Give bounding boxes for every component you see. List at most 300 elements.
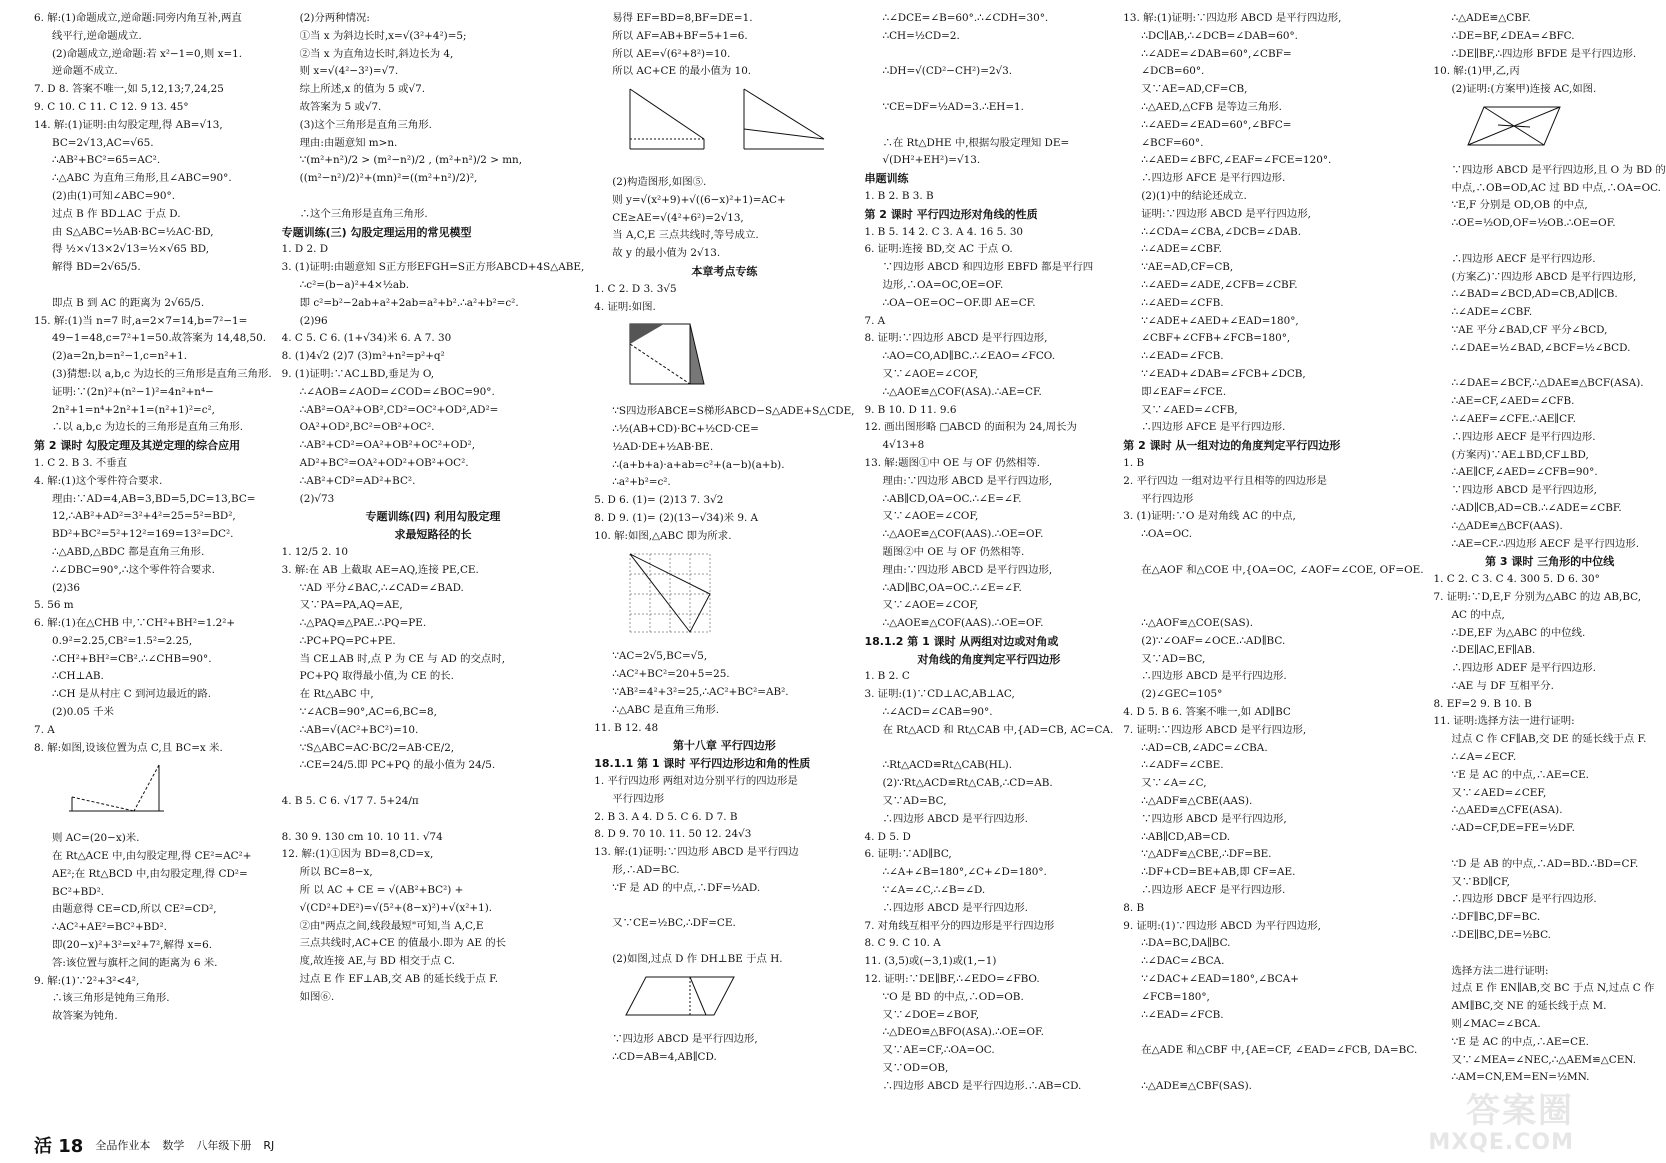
answer-line: 选择方法二进行证明: bbox=[1451, 964, 1549, 977]
answer-line: ∴∠AED=∠CFB. bbox=[1141, 296, 1224, 309]
answer-line: 8. 解:如图,设该位置为点 C,且 BC=x 米. bbox=[34, 741, 223, 754]
answer-line: ∵∠A=∠C,∴∠B=∠D. bbox=[882, 884, 986, 897]
section-heading: 本章考点专练 bbox=[691, 264, 758, 278]
answer-line: 又∵AE=AD,CF=CB, bbox=[1141, 83, 1248, 96]
answer-line: ∴四边形 ABCD 是平行四边形. bbox=[1141, 670, 1287, 683]
answer-line: ∴a²+b²=c². bbox=[612, 476, 671, 489]
answer-line: 在 Rt△ABC 中, bbox=[299, 688, 374, 701]
diagram-figure bbox=[1464, 101, 1666, 158]
answer-line: 9. 证明:(1)∵四边形 ABCD 为平行四边形, bbox=[1123, 919, 1321, 932]
answer-line: ∴四边形 AFCE 是平行四边形. bbox=[1141, 421, 1286, 434]
answer-line bbox=[864, 81, 1113, 99]
answer-line: 故答案为 5 或√7. bbox=[299, 100, 382, 113]
answer-line bbox=[282, 811, 585, 829]
answer-line: 13. 解:(1)证明:∵四边形 ABCD 是平行四边 bbox=[594, 846, 799, 859]
section-heading: 第 2 课时 从一组对边的角度判定平行四边形 bbox=[1123, 439, 1341, 453]
answer-line: (方案丙)∵AE⊥BD,CF⊥BD, bbox=[1451, 448, 1589, 461]
answer-line: ∴△AED,△CFB 是等边三角形. bbox=[1141, 100, 1282, 113]
book-title: 全品作业本 bbox=[95, 1139, 151, 1152]
answer-line: ∴以 a,b,c 为边长的三角形是直角三角形. bbox=[52, 421, 244, 434]
answer-line: 三点共线时,AC+CE 的值最小.即为 AE 的长 bbox=[299, 937, 507, 950]
answer-line: 平行四边形 bbox=[1141, 492, 1194, 505]
answer-line: ∴CH 是从村庄 C 到河边最近的路. bbox=[52, 688, 212, 701]
answer-line: ∴∠EAD=∠FCB. bbox=[1141, 350, 1224, 363]
answer-line: 8. D 9. (1)= (2)(13−√34)米 9. A bbox=[594, 511, 759, 524]
answer-line: 7. 证明:∵D,E,F 分别为△ABC 的边 AB,BC, bbox=[1433, 590, 1642, 603]
answer-line: 平行四边形 bbox=[612, 792, 665, 805]
answer-line: ∴∠EAD=∠FCB. bbox=[1141, 1008, 1224, 1021]
answer-line: ∴四边形 AECF 是平行四边形. bbox=[1141, 884, 1286, 897]
answer-line: 4√13+8 bbox=[882, 439, 925, 452]
answer-line: 综上所述,x 的值为 5 或√7. bbox=[299, 83, 425, 96]
answer-line: ∴△ADE≌△BCF(AAS). bbox=[1451, 519, 1563, 532]
answer-line: OA²+OD²,BC²=OB²+OC². bbox=[299, 421, 435, 434]
answer-line: ∴AB²=OA²+OB²,CD²=OC²+OD²,AD²= bbox=[299, 403, 499, 416]
answer-line: ∴½(AB+CD)·BC+½CD·CE= bbox=[612, 422, 759, 435]
answer-line: ∴∠AED=∠ADE,∠CFB=∠CBF. bbox=[1141, 278, 1298, 291]
section-heading: 第 2 课时 勾股定理及其逆定理的综合应用 bbox=[34, 439, 241, 453]
answer-line: ∵AB²=4²+3²=25,∴AC²+BC²=AB². bbox=[612, 685, 789, 698]
answer-line: ∴AB∥CD,OA=OC.∴∠E=∠F. bbox=[882, 492, 1022, 505]
answer-line: ∴AM=CN,EM=EN=½MN. bbox=[1451, 1071, 1590, 1084]
answer-line: 4. C 5. C 6. (1+√34)米 6. A 7. 30 bbox=[281, 332, 452, 345]
answer-line: 9. C 10. C 11. C 12. 9 13. 45° bbox=[34, 100, 189, 113]
answer-line: 题图②中 OE 与 OF 仍然相等. bbox=[882, 545, 1025, 558]
answer-line: 又∵AE=CF,∴OA=OC. bbox=[882, 1044, 995, 1057]
answer-line: 6. 证明:∵AD∥BC, bbox=[864, 848, 952, 861]
section-heading: 第十八章 平行四边形 bbox=[672, 739, 776, 753]
answer-line: 形,∴AD=BC. bbox=[612, 863, 680, 876]
answer-column-1 bbox=[34, 10, 272, 1128]
answer-line: 4. D 5. B 6. 答案不唯一,如 AD∥BC bbox=[1123, 706, 1291, 719]
answer-line: ∵四边形 ABCD 和四边形 EBFD 都是平行四 bbox=[882, 261, 1094, 274]
answer-line: 又∵∠AOE=∠COF, bbox=[882, 599, 979, 612]
answer-line bbox=[1434, 945, 1666, 963]
section-heading: 18.1.1 第 1 课时 平行四边形边和角的性质 bbox=[594, 757, 811, 771]
answer-line: ∴AE∥CF,∠AED=∠CFB=90°. bbox=[1451, 466, 1598, 479]
answer-line: ∴∠DAE=½∠BAD,∠BCF=½∠BCD. bbox=[1451, 341, 1631, 354]
answer-line: 易得 EF=BD=8,BF=DE=1. bbox=[612, 12, 753, 24]
answer-line: ∴AC²+BC²=20+5=25. bbox=[612, 668, 730, 681]
answer-line: ∵AE 平分∠BAD,CF 平分∠BCD, bbox=[1451, 323, 1608, 336]
answer-line: 3. (1)证明:由题意知 S正方形EFGH=S正方形ABCD+4S△ABE, bbox=[281, 261, 585, 274]
answer-line: 则 AC=(20−x)米. bbox=[52, 832, 140, 845]
answer-line: 1. 12/5 2. 10 bbox=[281, 545, 348, 558]
answer-line: ∴四边形 DBCF 是平行四边形. bbox=[1451, 893, 1597, 906]
answer-line: ∴∠ADE=∠DAB=60°,∠CBF= bbox=[1141, 47, 1292, 60]
answer-line: 理由:由题意知 m>n. bbox=[299, 136, 398, 149]
answer-line: ∴∠AED=∠BFC,∠EAF=∠FCE=120°. bbox=[1141, 154, 1332, 167]
answer-line: 证明:∵(2n)²+(n²−1)²=4n²+n⁴− bbox=[52, 385, 214, 398]
answer-line: (2)∵Rt△ACD≌Rt△CAB,∴CD=AB. bbox=[882, 777, 1053, 790]
answer-line: ∴DE,EF 为△ABC 的中位线. bbox=[1451, 626, 1586, 639]
answer-line: 即 c²=b²−2ab+a²+2ab=a²+b².∴a²+b²=c². bbox=[299, 296, 519, 309]
answer-line: ∵∠DAC+∠EAD=180°,∠BCA+ bbox=[1141, 973, 1299, 986]
answer-line: ∵∠EAD+∠DAB=∠FCB+∠DCB, bbox=[1141, 367, 1306, 380]
answer-line: ∵E 是 AC 的中点,∴AE=CE. bbox=[1451, 768, 1589, 781]
answer-line: ∴OA=OC. bbox=[1141, 528, 1193, 541]
answer-line: 当 CE⊥AB 时,点 P 为 CE 与 AD 的交点时, bbox=[299, 652, 506, 665]
answer-line: 4. D 5. D bbox=[864, 830, 911, 843]
answer-line: ∴△AOE≌△COF(ASA).∴AE=CF. bbox=[882, 385, 1042, 398]
answer-line: ∴AE 与 DF 互相平分. bbox=[1451, 679, 1554, 692]
answer-line: 则 x=√(4²−3²)=√7. bbox=[299, 65, 399, 78]
answer-line: 3. (1)证明:∵O 是对角线 AC 的中点, bbox=[1123, 510, 1296, 523]
answer-line: 在 Rt△ACD 和 Rt△CAB 中,{AD=CB, AC=CA. bbox=[882, 723, 1114, 736]
answer-line: ∴△ABC 是直角三角形. bbox=[612, 703, 720, 716]
answer-line: ∴∠ACD=∠CAB=90°. bbox=[882, 706, 993, 719]
diagram-figure bbox=[624, 971, 854, 1028]
answer-line: BC=2√13,AC=√65. bbox=[52, 136, 154, 149]
answer-line: ∵四边形 ABCD 是平行四边形, bbox=[1451, 484, 1597, 497]
section-heading: 对角线的角度判定平行四边形 bbox=[917, 652, 1061, 666]
answer-line: 1. 平行四边形 两组对边分别平行的四边形是 bbox=[594, 774, 798, 787]
answer-column-4 bbox=[864, 10, 1113, 1128]
answer-line: ∴四边形 AECF 是平行四边形. bbox=[1451, 430, 1596, 443]
answer-line: ∵四边形 ABCD 是平行四边形, bbox=[612, 1033, 758, 1046]
answer-line bbox=[1123, 580, 1423, 598]
answer-line: ∵AD 平分∠BAC,∴∠CAD=∠BAD. bbox=[299, 581, 464, 594]
answer-line: ∴∠CDA=∠CBA,∠DCB=∠DAB. bbox=[1141, 225, 1301, 238]
answer-line: (2)命题成立,逆命题:若 x²−1=0,则 x=1. bbox=[52, 47, 243, 60]
answer-line: ∴△AOF≌△COE(SAS). bbox=[1141, 617, 1254, 630]
answer-line: 5. D 6. (1)= (2)13 7. 3√2 bbox=[594, 494, 724, 507]
answer-line: ∵∠ADE+∠AED+∠EAD=180°, bbox=[1141, 314, 1299, 327]
answer-line: (2)如图,过点 D 作 DH⊥BE 于点 H. bbox=[612, 952, 783, 965]
answer-line: 7. A bbox=[34, 723, 55, 736]
answer-line: ∴∠A+∠B=180°,∠C+∠D=180°. bbox=[882, 866, 1047, 879]
answer-line: ∴CE=24/5.即 PC+PQ 的最小值为 24/5. bbox=[299, 759, 496, 772]
answer-line: ∴DH=√(CD²−CH²)=2√3. bbox=[882, 65, 1013, 78]
answer-line bbox=[1434, 358, 1666, 376]
answer-line: ∵AE=AD,CF=CB, bbox=[1141, 261, 1234, 274]
answer-line: 0.9²=2.25,CB²=1.5²=2.25, bbox=[52, 634, 193, 647]
answer-line: ∴AD=CB,∠ADC=∠CBA. bbox=[1141, 741, 1268, 754]
answer-line: 8. 证明:∵四边形 ABCD 是平行四边形, bbox=[864, 332, 1048, 345]
answer-line: 又∵OD=OB, bbox=[882, 1062, 949, 1075]
answer-line: ∴∠AOB=∠AOD=∠COD=∠BOC=90°. bbox=[299, 385, 495, 398]
answer-line: AE²;在 Rt△BCD 中,由勾股定理,得 CD²= bbox=[52, 867, 248, 880]
answer-line: 7. 对角线互相平分的四边形是平行四边形 bbox=[864, 919, 1055, 932]
answer-line bbox=[1434, 838, 1666, 856]
answer-line: 又∵∠MEA=∠NEC,∴△AEM≌△CEN. bbox=[1451, 1053, 1637, 1066]
answer-line: 1. D 2. D bbox=[281, 243, 329, 256]
answer-line: ∴AB²+BC²=65=AC². bbox=[52, 154, 161, 167]
answer-line: 理由:∵AD=4,AB=3,BD=5,DC=13,BC= bbox=[52, 492, 256, 505]
answer-line: AM∥BC,交 NE 的延长线于点 M. bbox=[1451, 1000, 1607, 1013]
answer-line: 1. C 2. B 3. 不垂直 bbox=[34, 456, 128, 469]
answer-line: 在△ADE 和△CBF 中,{AE=CF, ∠EAD=∠FCB, DA=BC. bbox=[1141, 1044, 1418, 1057]
answer-line: CE≥AE=√(4²+6²)=2√13, bbox=[612, 211, 744, 224]
answer-line: ∴四边形 ADEF 是平行四边形. bbox=[1451, 662, 1596, 675]
answer-line: ∴OE=½OD,OF=½OB.∴OE=OF. bbox=[1451, 217, 1616, 230]
answer-line: ∠FCB=180°, bbox=[1141, 990, 1210, 1003]
answer-line: 又∵∠A=∠C, bbox=[1141, 777, 1207, 790]
answer-line: ∵(m²+n²)/2 > (m²−n²)/2 , (m²+n²)/2 > mn, bbox=[299, 154, 523, 167]
answer-line: 4. B 5. C 6. √17 7. 5+24/π bbox=[281, 795, 419, 808]
answer-line: √(DH²+EH²)=√13. bbox=[882, 154, 981, 167]
answer-line: 逆命题不成立. bbox=[52, 65, 118, 78]
answer-line: ∴△ADE≌△CBF. bbox=[1451, 12, 1531, 24]
answer-line: ∴(a+b+a)·a+ab=c²+(a−b)(a+b). bbox=[612, 458, 785, 471]
answer-line: ½AD·DE+½AB·BE. bbox=[612, 440, 714, 453]
answer-line: 6. 证明:连接 BD,交 AC 于点 O. bbox=[864, 243, 1013, 256]
answer-line: ((m²−n²)/2)²+(mn)²=((m²+n²)/2)², bbox=[299, 172, 478, 185]
answer-line: 所 以 AC + CE = √(AB²+BC²) + bbox=[299, 884, 464, 897]
answer-line: √(CD²+DE²)=√(5²+(8−x)²)+√(x²+1). bbox=[299, 901, 493, 914]
answer-line: ∴AE=CF.∴四边形 AECF 是平行四边形. bbox=[1451, 537, 1640, 550]
answer-line: 1. B 2. C bbox=[864, 670, 910, 683]
answer-line: 14. 解:(1)证明:由勾股定理,得 AB=√13, bbox=[34, 118, 223, 131]
answer-column-5 bbox=[1123, 10, 1423, 1128]
watermark-logo bbox=[1414, 1083, 1574, 1155]
answer-line: ∴DF∥BC,DF=BC. bbox=[1451, 911, 1541, 924]
answer-line: (2)√73 bbox=[299, 492, 335, 505]
answer-line bbox=[594, 933, 854, 951]
answer-line: ∵E 是 AC 的中点,∴AE=CE. bbox=[1451, 1035, 1589, 1048]
answer-line: 答:该位置与旗杆之间的距离为 6 米. bbox=[52, 956, 218, 969]
answer-line: PC+PQ 取得最小值,为 CE 的长. bbox=[299, 670, 454, 683]
answer-line: 理由:∵四边形 ABCD 是平行四边形, bbox=[882, 474, 1053, 487]
answer-line: ∵四边形 ABCD 是平行四边形,且 O 为 BD 的 bbox=[1451, 163, 1666, 176]
answer-column-2 bbox=[282, 10, 585, 1128]
answer-line: 8. D 9. 70 10. 11. 50 12. 24√3 bbox=[594, 828, 752, 841]
answer-columns bbox=[34, 10, 1666, 1128]
answer-line: (2)分两种情况: bbox=[299, 12, 370, 24]
answer-line: 则∠MAC=∠BCA. bbox=[1451, 1018, 1541, 1031]
answer-column-3 bbox=[594, 10, 854, 1128]
answer-line: ∴c²=(b−a)²+4×½ab. bbox=[299, 278, 410, 291]
answer-line: 12,∴AB²+AD²=3²+4²=25=5²=BD², bbox=[52, 510, 236, 523]
answer-line: ②由"两点之间,线段最短"可知,当 A,C,E bbox=[299, 919, 484, 932]
answer-line: ∴DE∥BF,∴四边形 BFDE 是平行四边形. bbox=[1451, 47, 1637, 60]
answer-line: 1. B 2. B 3. B bbox=[864, 189, 934, 202]
answer-line: ∴△PAQ≌△PAE.∴PQ=PE. bbox=[299, 617, 427, 630]
answer-line: ∴AB=√(AC²+BC²)=10. bbox=[299, 723, 419, 736]
answer-line: 1. B bbox=[1123, 456, 1145, 469]
answer-line: 所以 BC=8−x, bbox=[299, 866, 373, 879]
answer-line: (3)这个三角形是直角三角形. bbox=[299, 118, 432, 131]
answer-line: 证明:∵四边形 ABCD 是平行四边形, bbox=[1141, 207, 1311, 220]
answer-line: ∴∠DAC=∠BCA. bbox=[1141, 955, 1225, 968]
answer-line bbox=[1123, 1024, 1423, 1042]
answer-line: 又∵PA=PA,AQ=AE, bbox=[299, 599, 403, 612]
answer-line: ∴AB²+CD²=AD²+BC². bbox=[299, 474, 416, 487]
answer-line: 9. 解:(1)∵2²+3²<4², bbox=[34, 974, 140, 987]
answer-line: ∴AC²+AE²=BC²+BD². bbox=[52, 921, 167, 934]
answer-line: ∴这个三角形是直角三角形. bbox=[299, 207, 428, 220]
answer-line: ∴CH⊥AB. bbox=[52, 670, 104, 683]
answer-line bbox=[1123, 544, 1423, 562]
answer-line: ∴四边形 ABCD 是平行四边形. bbox=[882, 812, 1028, 825]
page-number: 活 18 bbox=[34, 1136, 84, 1157]
answer-line: ∴△AOE≌△COF(AAS).∴OE=OF. bbox=[882, 528, 1044, 541]
answer-line: ∵CE=DF=½AD=3.∴EH=1. bbox=[882, 100, 1024, 113]
answer-line: 11. (3,5)或(−3,1)或(1,−1) bbox=[864, 955, 997, 968]
answer-line: ∠DCB=60°. bbox=[1141, 65, 1205, 78]
answer-line: 所以 AC+CE 的最小值为 10. bbox=[612, 65, 752, 78]
section-heading: 专题训练(四) 利用勾股定理 bbox=[365, 510, 501, 524]
answer-line: ∴DF+CD=BE+AB,即 CF=AE. bbox=[1141, 866, 1296, 879]
answer-line: 又∵BD∥CF, bbox=[1451, 875, 1510, 888]
answer-line: 9. B 10. D 11. 9.6 bbox=[864, 403, 957, 416]
answer-line: 13. 解:(1)证明:∵四边形 ABCD 是平行四边形, bbox=[1123, 12, 1342, 24]
answer-line: 又∵∠AOE=∠COF, bbox=[882, 367, 979, 380]
answer-line: 1. C 2. C 3. C 4. 300 5. D 6. 30° bbox=[1433, 573, 1600, 586]
answer-line bbox=[282, 188, 585, 206]
answer-line: ∴四边形 ABCD 是平行四边形.∴AB=CD. bbox=[882, 1079, 1082, 1092]
answer-line: ∵AC=2√5,BC=√5, bbox=[612, 650, 708, 663]
answer-line bbox=[34, 277, 272, 295]
answer-line: ∴△ABD,△BDC 都是直角三角形. bbox=[52, 545, 205, 558]
answer-line: 8. EF=2 9. B 10. B bbox=[1433, 697, 1532, 710]
answer-line: 由 S△ABC=½AB·BC=½AC·BD, bbox=[52, 225, 214, 238]
answer-line: 又∵∠DOE=∠BOF, bbox=[882, 1008, 980, 1021]
answer-line bbox=[864, 740, 1113, 758]
answer-line: (2)a=2n,b=n²−1,c=n²+1. bbox=[52, 350, 188, 363]
answer-line: ∵S四边形ABCE=S梯形ABCD−S△ADE+S△CDE, bbox=[612, 405, 855, 418]
answer-line: 即点 B 到 AC 的距离为 2√65/5. bbox=[52, 296, 205, 309]
answer-line: 又∵∠AED=∠CEF, bbox=[1451, 786, 1547, 799]
watermark-line1: 答案圈 bbox=[1466, 1091, 1574, 1131]
answer-line: 即∠EAF=∠FCE. bbox=[1141, 385, 1227, 398]
answer-line: ∴AD=CF,DE=FE=½DF. bbox=[1451, 822, 1575, 835]
answer-line bbox=[864, 117, 1113, 135]
answer-line: 15. 解:(1)当 n=7 时,a=2×7=14,b=7²−1= bbox=[34, 314, 248, 327]
answer-line: 8. B bbox=[1123, 901, 1145, 914]
answer-line: ∴∠ADF=∠CBE. bbox=[1141, 759, 1224, 772]
answer-line: ∴四边形 AFCE 是平行四边形. bbox=[1141, 172, 1286, 185]
answer-line: 故答案为钝角. bbox=[52, 1010, 118, 1023]
answer-line bbox=[594, 897, 854, 915]
answer-line: (2)∠GEC=105° bbox=[1141, 688, 1223, 701]
answer-line: ②当 x 为直角边长时,斜边长为 4, bbox=[299, 47, 454, 60]
answer-line: ∴△AED≌△CFE(ASA). bbox=[1451, 804, 1563, 817]
answer-line: 过点 E 作 EN∥AB,交 BC 于点 N,过点 C 作 bbox=[1451, 982, 1655, 995]
answer-line: 解得 BD=2√65/5. bbox=[52, 261, 141, 274]
answer-line: 又∵CE=½BC,∴DF=CE. bbox=[612, 917, 736, 930]
answer-line: ∴CH=½CD=2. bbox=[882, 29, 960, 42]
answer-line: 3. 证明:(1)∵CD⊥AC,AB⊥AC, bbox=[864, 688, 1015, 701]
answer-line: ∴AB²+CD²=OA²+OB²+OC²+OD², bbox=[299, 439, 476, 452]
answer-line: ∴DA=BC,DA∥BC. bbox=[1141, 937, 1231, 950]
answer-line bbox=[282, 775, 585, 793]
answer-line: ∴DE=BF,∠DEA=∠BFC. bbox=[1451, 29, 1575, 42]
answer-line: ∴AD∥CB,AD=CB.∴∠ADE=∠CBF. bbox=[1451, 501, 1622, 514]
answer-line: 49−1=48,c=7²+1=50.故答案为 14,48,50. bbox=[52, 332, 267, 345]
answer-line bbox=[1434, 233, 1666, 251]
answer-line: 又∵∠AED=∠CFB, bbox=[1141, 403, 1238, 416]
answer-line: 过点 B 作 BD⊥AC 于点 D. bbox=[52, 207, 181, 220]
answer-line: 又∵∠AOE=∠COF, bbox=[882, 510, 979, 523]
answer-line: 2n²+1=n⁴+2n²+1=(n²+1)²=c², bbox=[52, 403, 215, 416]
subject-label: 数学 bbox=[162, 1139, 185, 1152]
answer-line: ∵D 是 AB 的中点,∴AD=BD.∴BD=CF. bbox=[1451, 857, 1639, 870]
diagram-figure bbox=[624, 318, 854, 399]
answer-line: (方案乙)∵四边形 ABCD 是平行四边形, bbox=[1451, 270, 1637, 283]
answer-line: ∴∠ADE=∠CBF. bbox=[1141, 243, 1222, 256]
answer-line: (2)36 bbox=[52, 581, 80, 594]
answer-line: 度,故连接 AE,与 BD 相交于点 C. bbox=[299, 955, 455, 968]
answer-line: ∴DC∥AB,∴∠DCB=∠DAB=60°. bbox=[1141, 29, 1298, 42]
answer-line: 1. C 2. D 3. 3√5 bbox=[594, 282, 677, 295]
answer-line: (3)猜想:以 a,b,c 为边长的三角形是直角三角形. bbox=[52, 367, 272, 380]
answer-line: BC²+BD². bbox=[52, 885, 105, 898]
answer-column-6 bbox=[1434, 10, 1666, 1128]
section-heading: 第 3 课时 三角形的中位线 bbox=[1485, 555, 1615, 569]
answer-line: ∴DE∥BC,DE=½BC. bbox=[1451, 929, 1551, 942]
answer-line: (2)由(1)可知∠ABC=90°. bbox=[52, 189, 176, 202]
answer-line: ∴AE=CF,∠AED=∠CFB. bbox=[1451, 395, 1575, 408]
answer-line: ∴△ADE≌△CBF(SAS). bbox=[1141, 1079, 1252, 1092]
answer-line: 7. D 8. 答案不唯一,如 5,12,13;7,24,25 bbox=[34, 83, 224, 96]
answer-line: 又∵AD=BC, bbox=[1141, 652, 1206, 665]
answer-line: 得 ½×√13×2√13=½×√65 BD, bbox=[52, 243, 210, 256]
answer-line: ∴∠AEF=∠CFE.∴AE∥CF. bbox=[1451, 412, 1576, 425]
answer-line: 所以 AF=AB+BF=5+1=6. bbox=[612, 29, 748, 42]
answer-line: 如图⑥. bbox=[299, 990, 335, 1003]
answer-line: ∵S△ABC=AC·BC/2=AB·CE/2, bbox=[299, 741, 455, 754]
diagram-figure bbox=[624, 548, 854, 645]
answer-line: ∴△DEO≌△BFO(ASA).∴OE=OF. bbox=[882, 1026, 1044, 1039]
section-heading: 第 2 课时 平行四边形对角线的性质 bbox=[864, 207, 1038, 221]
answer-line: 1. B 5. 14 2. C 3. A 4. 16 5. 30 bbox=[864, 225, 1024, 238]
watermark-line2: MXQE.COM bbox=[1428, 1130, 1574, 1155]
answer-line: 8. 30 9. 130 cm 10. 10 11. √74 bbox=[281, 830, 443, 843]
answer-line: ∴在 Rt△DHE 中,根据勾股定理知 DE= bbox=[882, 136, 1070, 149]
answer-line: ∴CH²+BH²=CB².∴∠CHB=90°. bbox=[52, 652, 212, 665]
answer-line: (2)∵∠OAF=∠OCE.∴AD∥BC. bbox=[1141, 634, 1286, 647]
answer-line: 故 y 的最小值为 2√13. bbox=[612, 247, 721, 260]
section-heading: 求最短路径的长 bbox=[394, 528, 472, 542]
answer-line: ∴AB∥CD,AB=CD. bbox=[1141, 830, 1231, 843]
answer-line: ∴∠AED=∠EAD=60°,∠BFC= bbox=[1141, 118, 1292, 131]
answer-line: AC 的中点, bbox=[1451, 608, 1505, 621]
answer-line: 8. C 9. C 10. A bbox=[864, 937, 941, 950]
section-heading: 串题训练 bbox=[864, 172, 909, 186]
answer-line: 在 Rt△ACE 中,由勾股定理,得 CE²=AC²+ bbox=[52, 850, 252, 863]
answer-line: 2. B 3. A 4. D 5. C 6. D 7. B bbox=[594, 810, 738, 823]
answer-line: 8. (1)4√2 (2)7 (3)m²+n²=p²+q² bbox=[281, 350, 445, 363]
answer-line: 10. 解:(1)甲,乙,丙 bbox=[1433, 65, 1520, 78]
answer-line: ∴PC+PQ=PC+PE. bbox=[299, 634, 396, 647]
section-heading: 18.1.2 第 1 课时 从两组对边或对角或 bbox=[864, 634, 1059, 648]
answer-line: ∴△AOE≌△COF(AAS).∴OE=OF. bbox=[882, 617, 1044, 630]
answer-line: ∴Rt△ACD≌Rt△CAB(HL). bbox=[882, 759, 1013, 772]
answer-line: 在△AOF 和△COE 中,{OA=OC, ∠AOF=∠COE, OF=OE. bbox=[1141, 563, 1424, 576]
answer-line: 11. 证明:选择方法一进行证明: bbox=[1433, 715, 1575, 728]
answer-line bbox=[1123, 1060, 1423, 1078]
answer-line: ∴△ABC 为直角三角形,且∠ABC=90°. bbox=[52, 172, 232, 185]
answer-line: 即(20−x)²+3²=x²+7²,解得 x=6. bbox=[52, 939, 213, 952]
answer-line: ∠BCF=60°. bbox=[1141, 136, 1204, 149]
answer-line: ∴△ADF≌△CBE(AAS). bbox=[1141, 795, 1253, 808]
answer-line: ∴∠ADE=∠CBF. bbox=[1451, 306, 1533, 319]
answer-line: ∵E,F 分别是 OD,OB 的中点, bbox=[1451, 199, 1588, 212]
answer-line: ∠CBF+∠CFB+∠FCB=180°, bbox=[1141, 332, 1291, 345]
answer-line: ①当 x 为斜边长时,x=√(3²+4²)=5; bbox=[299, 29, 467, 42]
answer-line: 7. 证明:∵四边形 ABCD 是平行四边形, bbox=[1123, 723, 1307, 736]
answer-line: 9. (1)证明:∵AC⊥BD,垂足为 O, bbox=[281, 367, 435, 380]
edition-label: RJ bbox=[263, 1138, 275, 1152]
answer-line: ∴∠DAE=∠BCF,∴△DAE≌△BCF(ASA). bbox=[1451, 377, 1644, 390]
answer-line: ∵F 是 AD 的中点,∴DF=½AD. bbox=[612, 881, 761, 894]
answer-line: 线平行,逆命题成立. bbox=[52, 29, 142, 42]
answer-line: ∴该三角形是钝角三角形. bbox=[52, 992, 170, 1005]
answer-line: BD²+BC²=5²+12²=169=13²=DC². bbox=[52, 528, 234, 541]
answer-line: 当 A,C,E 三点共线时,等号成立. bbox=[612, 229, 759, 242]
answer-line: 4. 证明:如图. bbox=[594, 300, 656, 313]
